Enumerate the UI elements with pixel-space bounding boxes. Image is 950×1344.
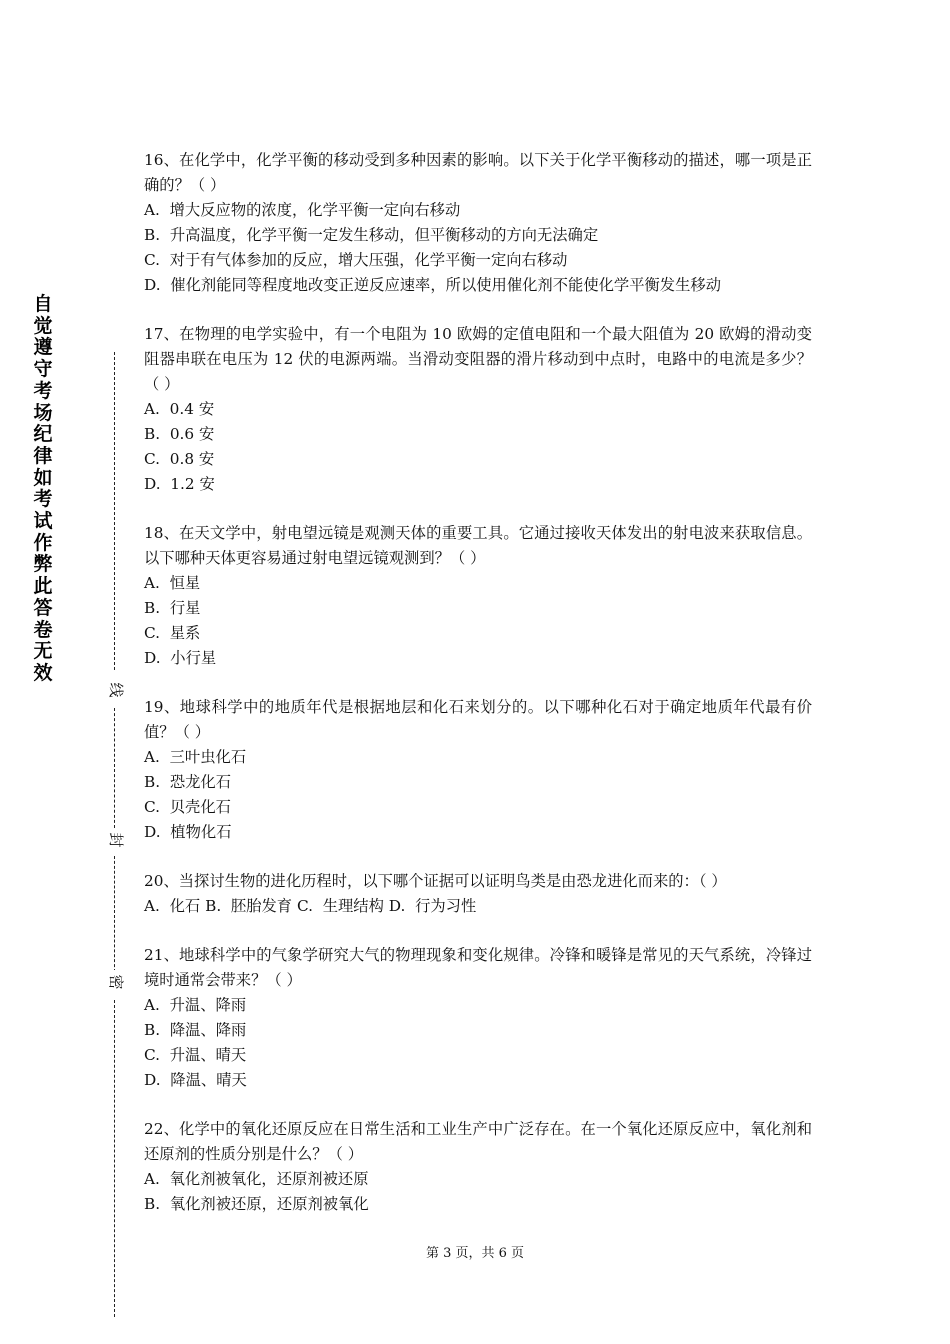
option-c: C. 升温、晴天 (144, 1046, 247, 1064)
binding-dash-segment (114, 1000, 115, 1317)
option-d: D. 催化剂能同等程度地改变正逆反应速率，所以使用催化剂不能使化学平衡发生移动 (144, 276, 721, 294)
option-a: A. 恒星 (144, 574, 201, 592)
option-b: B. 恐龙化石 (144, 773, 232, 791)
option-d: D. 降温、晴天 (144, 1071, 247, 1089)
binding-dash-segment (114, 856, 115, 972)
option-d: D. 植物化石 (144, 823, 232, 841)
option-d: D. 1.2 安 (144, 475, 215, 493)
binding-dash-segment (114, 352, 115, 670)
option-b: B. 降温、降雨 (144, 1021, 247, 1039)
question-stem: 22、化学中的氧化还原反应在日常生活和工业生产中广泛存在。在一个氧化还原反应中，氧化剂和还原剂的性质分别是什么？（ ） (144, 1120, 812, 1163)
exam-discipline-notice: 自觉遵守考场纪律如考试作弊此答卷无效 (33, 293, 53, 684)
option-b: B. 升高温度，化学平衡一定发生移动，但平衡移动的方向无法确定 (144, 226, 599, 244)
binding-word-seal: 封 (108, 828, 124, 852)
question-22 (144, 1117, 812, 1217)
option-b: B. 氧化剂被还原，还原剂被氧化 (144, 1195, 369, 1213)
question-18 (144, 521, 812, 671)
option-b: B. 行星 (144, 599, 201, 617)
option-a: A. 0.4 安 (144, 400, 215, 418)
question-19 (144, 695, 812, 845)
page-number: 第 3 页，共 6 页 (425, 1246, 525, 1261)
question-stem: 17、在物理的电学实验中，有一个电阻为 10 欧姆的定值电阻和一个最大阻值为 20 欧姆的滑动变阻器串联在电压为 12 伏的电源两端。当滑动变阻器的滑片移动到中点时，电路中的电流是多少？（ ） (144, 325, 812, 393)
option-c: C. 对于有气体参加的反应，增大压强，化学平衡一定向右移动 (144, 251, 568, 269)
binding-dash-segment (114, 708, 115, 828)
question-20 (144, 869, 812, 919)
question-16 (144, 148, 812, 298)
option-c: C. 星系 (144, 624, 201, 642)
question-stem: 18、在天文学中，射电望远镜是观测天体的重要工具。它通过接收天体发出的射电波来获取信息。以下哪种天体更容易通过射电望远镜观测到？（ ） (144, 524, 812, 567)
option-a: A. 三叶虫化石 (144, 748, 247, 766)
binding-line (104, 352, 128, 1317)
question-17 (144, 322, 812, 497)
option-c: C. 0.8 安 (144, 450, 215, 468)
question-stem: 21、地球科学中的气象学研究大气的物理现象和变化规律。冷锋和暖锋是常见的天气系统，冷锋过境时通常会带来？（ ） (144, 946, 812, 989)
options-inline: A. 化石 B. 胚胎发育 C. 生理结构 D. 行为习性 (144, 897, 477, 915)
option-c: C. 贝壳化石 (144, 798, 231, 816)
question-stem: 20、当探讨生物的进化历程时，以下哪个证据可以证明鸟类是由恐龙进化而来的：（ ） (144, 872, 727, 890)
question-stem: 16、在化学中，化学平衡的移动受到多种因素的影响。以下关于化学平衡移动的描述，哪一项是正确的？（ ） (144, 151, 812, 194)
question-21 (144, 943, 812, 1093)
option-a: A. 氧化剂被氧化，还原剂被还原 (144, 1170, 369, 1188)
binding-word-secret: 密 (108, 970, 124, 994)
option-a: A. 增大反应物的浓度，化学平衡一定向右移动 (144, 201, 461, 219)
question-list (144, 148, 812, 1241)
binding-word-line: 线 (108, 678, 124, 702)
option-d: D. 小行星 (144, 649, 217, 667)
option-b: B. 0.6 安 (144, 425, 215, 443)
option-a: A. 升温、降雨 (144, 996, 247, 1014)
question-stem: 19、地球科学中的地质年代是根据地层和化石来划分的。以下哪种化石对于确定地质年代最有价值？（ ） (144, 698, 812, 741)
